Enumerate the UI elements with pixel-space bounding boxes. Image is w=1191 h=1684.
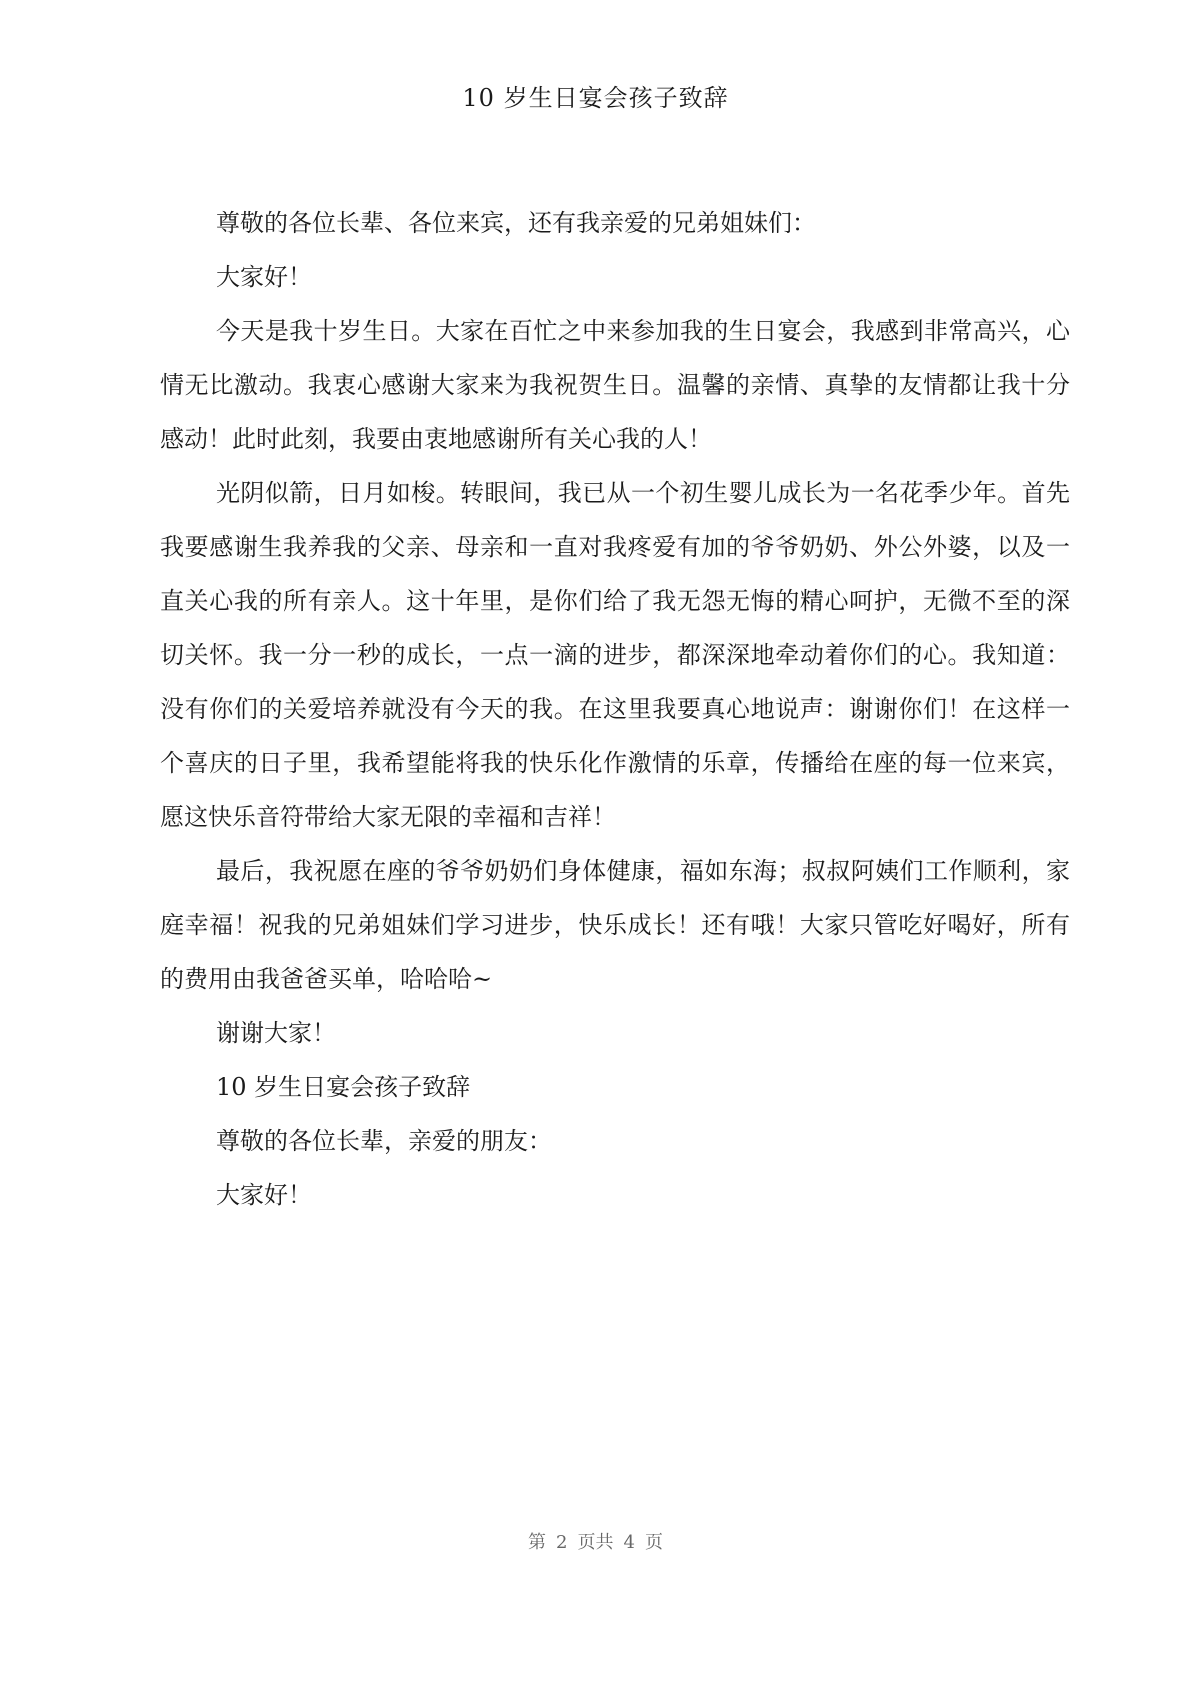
document-title: 10 岁生日宴会孩子致辞 xyxy=(462,84,729,112)
page-footer xyxy=(0,1528,1191,1558)
salutation-paragraph: 尊敬的各位长辈、各位来宾，还有我亲爱的兄弟姐妹们： xyxy=(216,209,816,237)
page-label-middle: 页共 xyxy=(577,1532,614,1553)
salutation-paragraph: 尊敬的各位长辈，亲爱的朋友： xyxy=(216,1127,552,1155)
body-paragraph: 今天是我十岁生日。大家在百忙之中来参加我的生日宴会，我感到非常高兴，心情无比激动。我衷心感谢大家来为我祝贺生日。温馨的亲情、真挚的友情都让我十分感动！此时此刻，我要由衷地感谢所有关心我的人！ xyxy=(160,317,1070,453)
page-label-suffix: 页 xyxy=(644,1532,663,1553)
page-total-number: 4 xyxy=(623,1532,635,1553)
greeting-paragraph: 大家好！ xyxy=(216,1181,312,1209)
body-paragraph: 光阴似箭，日月如梭。转眼间，我已从一个初生婴儿成长为一名花季少年。首先我要感谢生我养我的父亲、母亲和一直对我疼爱有加的爷爷奶奶、外公外婆，以及一直关心我的所有亲人。这十年里，是你们给了我无怨无悔的精心呵护，无微不至的深切关怀。我一分一秒的成长，一点一滴的进步，都深深地牵动着你们的心。我知道：没有你们的关爱培养就没有今天的我。在这里我要真心地说声：谢谢你们！在这样一个喜庆的日子里，我希望能将我的快乐化作激情的乐章，传播给在座的每一位来宾，愿这快乐音符带给大家无限的幸福和吉祥！ xyxy=(160,479,1070,831)
document-body xyxy=(160,196,1070,1222)
page-current-number: 2 xyxy=(556,1532,568,1553)
page-label-prefix: 第 xyxy=(528,1532,547,1553)
body-paragraph: 最后，我祝愿在座的爷爷奶奶们身体健康，福如东海；叔叔阿姨们工作顺利，家庭幸福！祝我的兄弟姐妹们学习进步，快乐成长！还有哦！大家只管吃好喝好，所有的费用由我爸爸买单，哈哈哈~ xyxy=(160,857,1070,993)
closing-paragraph: 谢谢大家！ xyxy=(216,1019,336,1047)
second-title-paragraph: 10 岁生日宴会孩子致辞 xyxy=(216,1073,471,1101)
greeting-paragraph: 大家好！ xyxy=(216,263,312,291)
